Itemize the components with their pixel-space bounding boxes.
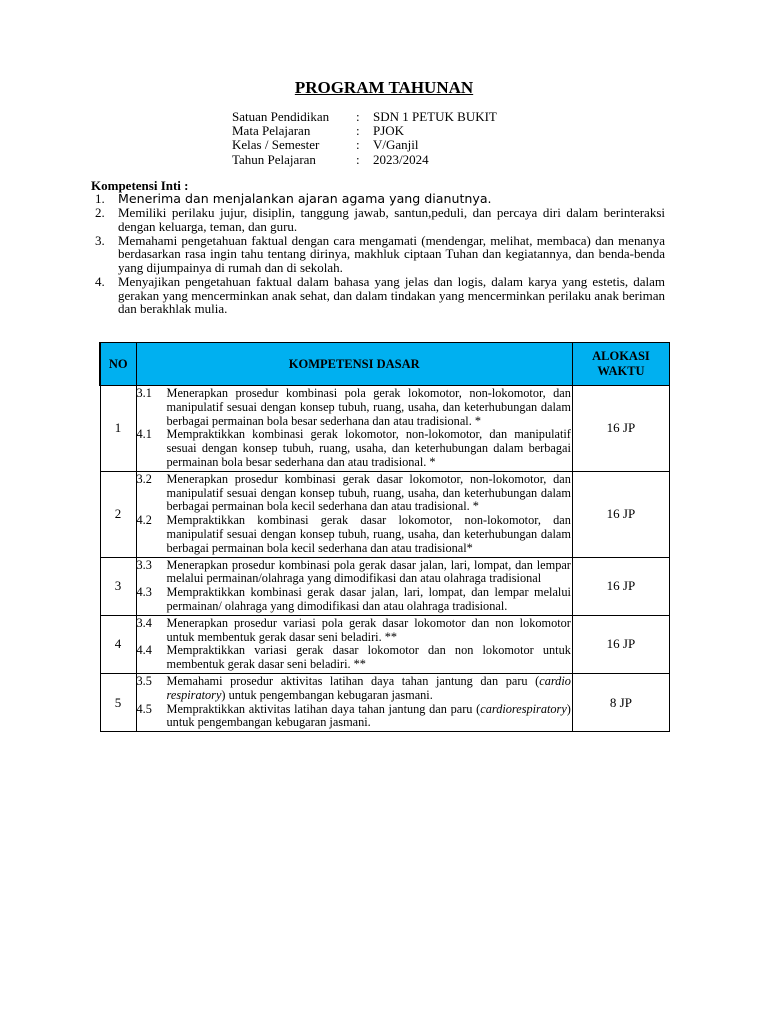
kd-item	[137, 473, 572, 514]
kd-number: 4.1	[136, 427, 152, 442]
list-item-text: Memiliki perilaku jujur, disiplin, tanggung jawab, santun,peduli, dan percaya diri dalam berinteraksi dengan keluarga, teman, dan guru.	[118, 205, 665, 234]
row-alokasi-waktu: 16 JP	[572, 557, 669, 615]
kd-number: 4.2	[136, 513, 152, 528]
kd-text	[167, 703, 572, 731]
meta-row-mapel	[232, 124, 497, 138]
kd-text: Menerapkan prosedur kombinasi gerak dasar lokomotor, non-lokomotor, dan manipulatif sesuai dengan konsep tubuh, ruang, usaha, dan keterhubungan dalam berbagai permainan bola kecil sederhana dan atau tradisional. *	[166, 471, 571, 514]
row-number: 1	[100, 386, 136, 472]
table-row	[100, 673, 670, 731]
list-item-text: Menerima dan menjalankan ajaran agama yang dianutnya.	[118, 191, 492, 206]
kd-item	[137, 559, 572, 587]
row-kompetensi	[136, 615, 572, 673]
table-row	[100, 615, 670, 673]
meta-row-tahun	[232, 153, 497, 167]
row-number: 4	[100, 615, 136, 673]
meta-colon: :	[356, 137, 360, 153]
row-kompetensi	[136, 471, 572, 557]
meta-value: SDN 1 PETUK BUKIT	[373, 109, 497, 124]
header-alokasi-waktu: ALOKASI WAKTU	[572, 343, 669, 386]
kd-text-term: cardio respiratory	[166, 673, 571, 702]
kompetensi-inti-title: Kompetensi Inti :	[91, 178, 189, 193]
kd-item	[137, 586, 572, 614]
kd-text: Mempraktikkan variasi gerak dasar lokomotor dan non lokomotor untuk membentuk gerak dasar seni beladiri. **	[166, 643, 571, 672]
list-item	[91, 275, 665, 316]
kd-number: 4.4	[136, 643, 152, 658]
meta-row-satuan	[232, 110, 497, 124]
row-number: 3	[100, 557, 136, 615]
table-row	[100, 386, 670, 472]
meta-colon: :	[356, 109, 360, 124]
kd-item	[137, 387, 572, 428]
kd-text: Mempraktikkan kombinasi gerak lokomotor, non-lokomotor, dan manipulatif sesuai dengan konsep tubuh, ruang, usaha, dan keterhubungan dalam berbagai permainan bola besar sederhana dan atau tradisional. *	[166, 427, 571, 469]
kd-text-pre: Memahami prosedur aktivitas latihan daya tahan jantung dan paru (	[166, 673, 540, 688]
meta-row-kelas	[232, 138, 497, 152]
row-alokasi-waktu: 16 JP	[572, 471, 669, 557]
row-number: 2	[100, 471, 136, 557]
kd-text-term: cardiorespiratory	[480, 701, 567, 716]
header-no: NO	[100, 343, 136, 386]
meta-value: V/Ganjil	[373, 137, 419, 153]
kd-number: 3.5	[136, 673, 152, 688]
kd-number: 3.1	[136, 386, 152, 400]
kompetensi-inti-list	[91, 192, 665, 316]
kd-text: Mempraktikkan kombinasi gerak dasar jalan, lari, lompat, dan lempar melalui permainan/ olahraga yang dimodifikasi dan atau olahraga tradisional.	[166, 585, 571, 613]
row-kompetensi	[136, 673, 572, 731]
meta-colon: :	[356, 123, 360, 139]
list-item	[91, 192, 665, 206]
list-item	[91, 234, 665, 275]
kd-text: Menerapkan prosedur variasi pola gerak dasar lokomotor dan non lokomotor untuk membentuk gerak dasar seni beladiri. **	[166, 615, 571, 644]
row-kompetensi	[136, 557, 572, 615]
row-number: 5	[100, 673, 136, 731]
kd-text-pre: Mempraktikkan aktivitas latihan daya tahan jantung dan paru (	[166, 701, 481, 716]
meta-value: 2023/2024	[373, 151, 429, 167]
meta-colon: :	[356, 151, 360, 167]
table-row	[100, 471, 670, 557]
kd-text-post: ) untuk pengembangan kebugaran jasmani.	[221, 687, 433, 702]
table-header-row	[100, 343, 670, 386]
list-item-number: 1.	[95, 191, 105, 206]
list-item-text: Menyajikan pengetahuan faktual dalam bahasa yang jelas dan logis, dalam karya yang estetis, dalam gerakan yang mencerminkan anak sehat, dan dalam tindakan yang mencerminkan perilaku anak beriman dan berakhlak mulia.	[118, 274, 665, 317]
list-item-number: 2.	[95, 205, 105, 221]
list-item-number: 3.	[95, 232, 105, 248]
meta-label: Satuan Pendidikan	[232, 109, 330, 124]
list-item	[91, 206, 665, 233]
table-row	[100, 557, 670, 615]
row-alokasi-waktu: 16 JP	[572, 615, 669, 673]
meta-label: Mata Pelajaran	[232, 123, 311, 139]
kd-number: 4.3	[136, 585, 152, 600]
header-kompetensi-dasar: KOMPETENSI DASAR	[136, 343, 572, 386]
kd-number: 3.3	[136, 557, 152, 572]
kd-text: Menerapkan prosedur kombinasi pola gerak lokomotor, non-lokomotor, dan manipulatif sesuai dengan konsep tubuh, ruang, usaha, dan keterhubungan dalam berbagai permainan bola besar sederhana dan atau tradisional. *	[166, 386, 571, 428]
kd-text: Menerapkan prosedur kombinasi pola gerak dasar jalan, lari, lompat, dan lempar melalui permainan/olahraga yang dimodifikasi dan atau olahraga tradisional	[166, 557, 571, 586]
meta-value: PJOK	[373, 123, 405, 139]
row-kompetensi	[136, 386, 572, 472]
list-item-number: 4.	[95, 274, 105, 290]
document-title: PROGRAM TAHUNAN	[294, 78, 474, 97]
kd-text-post: ) untuk pengembangan kebugaran jasmani.	[166, 701, 571, 730]
kd-item	[137, 514, 572, 555]
kd-item	[137, 617, 572, 645]
kd-item	[137, 428, 572, 469]
kd-item	[137, 644, 572, 672]
kd-text	[167, 675, 572, 703]
meta-label: Tahun Pelajaran	[232, 151, 316, 167]
meta-label: Kelas / Semester	[232, 137, 320, 153]
document-meta	[232, 110, 497, 167]
kd-number: 3.4	[136, 615, 152, 630]
row-alokasi-waktu: 8 JP	[572, 673, 669, 731]
kd-text: Mempraktikkan kombinasi gerak dasar lokomotor, non-lokomotor, dan manipulatif sesuai dengan konsep tubuh, ruang, usaha, dan keterhubungan dalam berbagai permainan bola kecil sederhana dan atau tradisional*	[166, 513, 571, 555]
kd-item	[137, 675, 572, 703]
kd-item	[137, 703, 572, 731]
list-item-text: Memahami pengetahuan faktual dengan cara mengamati (mendengar, melihat, membaca) dan menanya berdasarkan rasa ingin tahu tentang dirinya, makhluk ciptaan Tuhan dan kegiatannya, dan benda-benda yang dijumpainya di rumah dan di sekolah.	[118, 232, 665, 275]
row-alokasi-waktu: 16 JP	[572, 386, 669, 472]
kd-number: 4.5	[136, 701, 152, 716]
kd-number: 3.2	[136, 471, 152, 486]
kompetensi-dasar-table	[99, 342, 670, 732]
